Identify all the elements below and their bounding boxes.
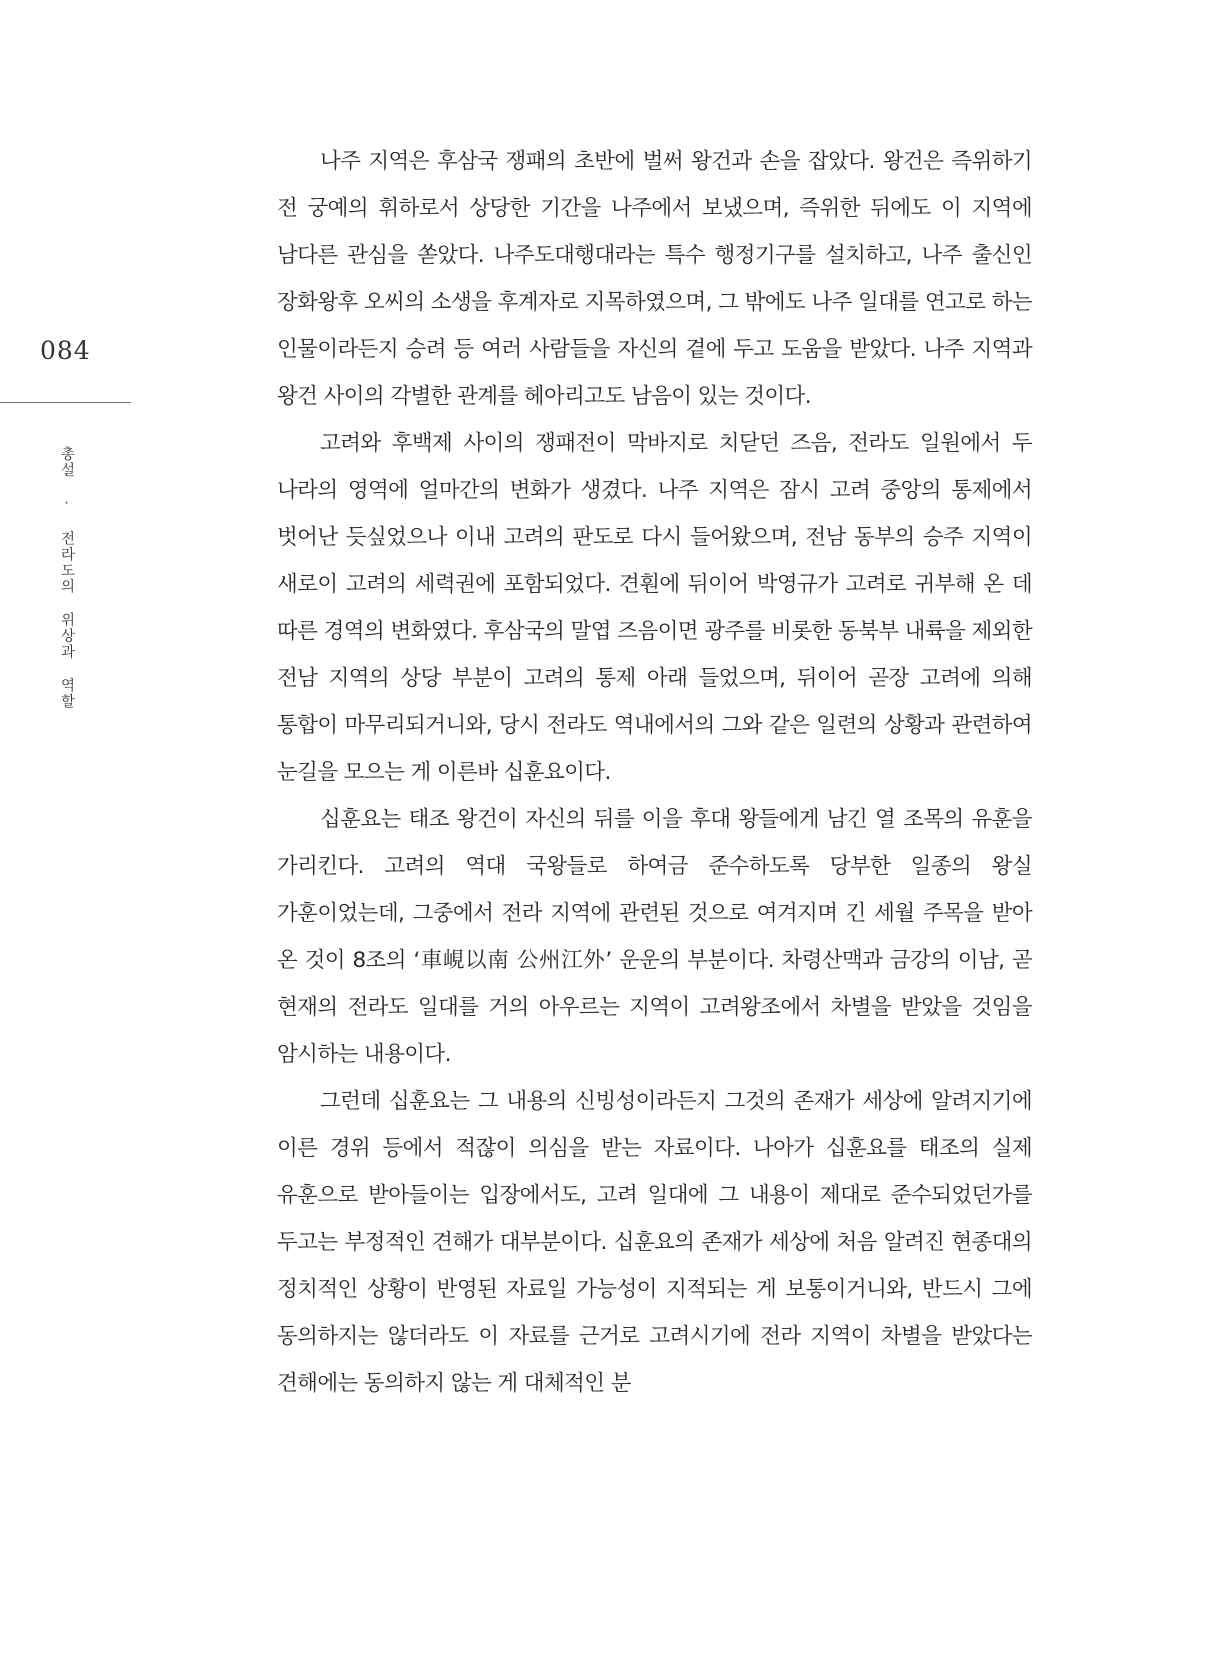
paragraph-3: 십훈요는 태조 왕건이 자신의 뒤를 이을 후대 왕들에게 남긴 열 조목의 유훈을 가리킨다. 고려의 역대 국왕들로 하여금 준수하도록 당부한 일종의 왕실 가훈이었는데, 그중에서 전라 지역에 관련된 것으로 여겨지며 긴 세월 주목을 받아 온 것이 8조의 ‘車峴以南 公州江外’ 운운의 부분이다. 차령산맥과 금강의 이남, 곧 현재의 전라도 일대를 거의 아우르는 지역이 고려왕조에서 차별을 받았을 것임을 암시하는 내용이다. <box>277 807 1032 1067</box>
page-number: 084 <box>40 336 91 365</box>
margin-rule-divider <box>0 402 131 403</box>
paragraph-4: 그런데 십훈요는 그 내용의 신빙성이라든지 그것의 존재가 세상에 알려지기에 이른 경위 등에서 적잖이 의심을 받는 자료이다. 나아가 십훈요를 태조의 실제 유훈으로 받아들이는 입장에서도, 고려 일대에 그 내용이 제대로 준수되었던가를 두고는 부정적인 견해가 대부분이다. 십훈요의 존재가 세상에 처음 알려진 현종대의 정치적인 상황이 반영된 자료일 가능성이 지적되는 게 보통이거니와, 반드시 그에 동의하지는 않더라도 이 자료를 근거로 고려시기에 전라 지역이 차별을 받았다는 견해에는 동의하지 않는 게 대체적인 분 <box>277 1089 1032 1396</box>
running-head-chapter-title: 총설 · 전라도의 위상과 역할 <box>58 446 75 710</box>
paragraph-2: 고려와 후백제 사이의 쟁패전이 막바지로 치닫던 즈음, 전라도 일원에서 두 나라의 영역에 얼마간의 변화가 생겼다. 나주 지역은 잠시 고려 중앙의 통제에서 벗어난 듯싶었으나 이내 고려의 판도로 다시 들어왔으며, 전남 동부의 승주 지역이 새로이 고려의 세력권에 포함되었다. 견훤에 뒤이어 박영규가 고려로 귀부해 온 데 따른 경역의 변화였다. 후삼국의 말엽 즈음이면 광주를 비롯한 동북부 내륙을 제외한 전남 지역의 상당 부분이 고려의 통제 아래 들었으며, 뒤이어 곧장 고려에 의해 통합이 마무리되거니와, 당시 전라도 역내에서의 그와 같은 일련의 상황과 관련하여 눈길을 모으는 게 이른바 십훈요이다. <box>277 431 1032 785</box>
paragraph-1: 나주 지역은 후삼국 쟁패의 초반에 벌써 왕건과 손을 잡았다. 왕건은 즉위하기 전 궁예의 휘하로서 상당한 기간을 나주에서 보냈으며, 즉위한 뒤에도 이 지역에 남다른 관심을 쏟았다. 나주도대행대라는 특수 행정기구를 설치하고, 나주 출신인 장화왕후 오씨의 소생을 후계자로 지목하였으며, 그 밖에도 나주 일대를 연고로 하는 인물이라든지 승려 등 여러 사람들을 자신의 곁에 두고 도움을 받았다. 나주 지역과 왕건 사이의 각별한 관계를 헤아리고도 남음이 있는 것이다. <box>277 149 1032 409</box>
body-text <box>277 138 1032 1407</box>
